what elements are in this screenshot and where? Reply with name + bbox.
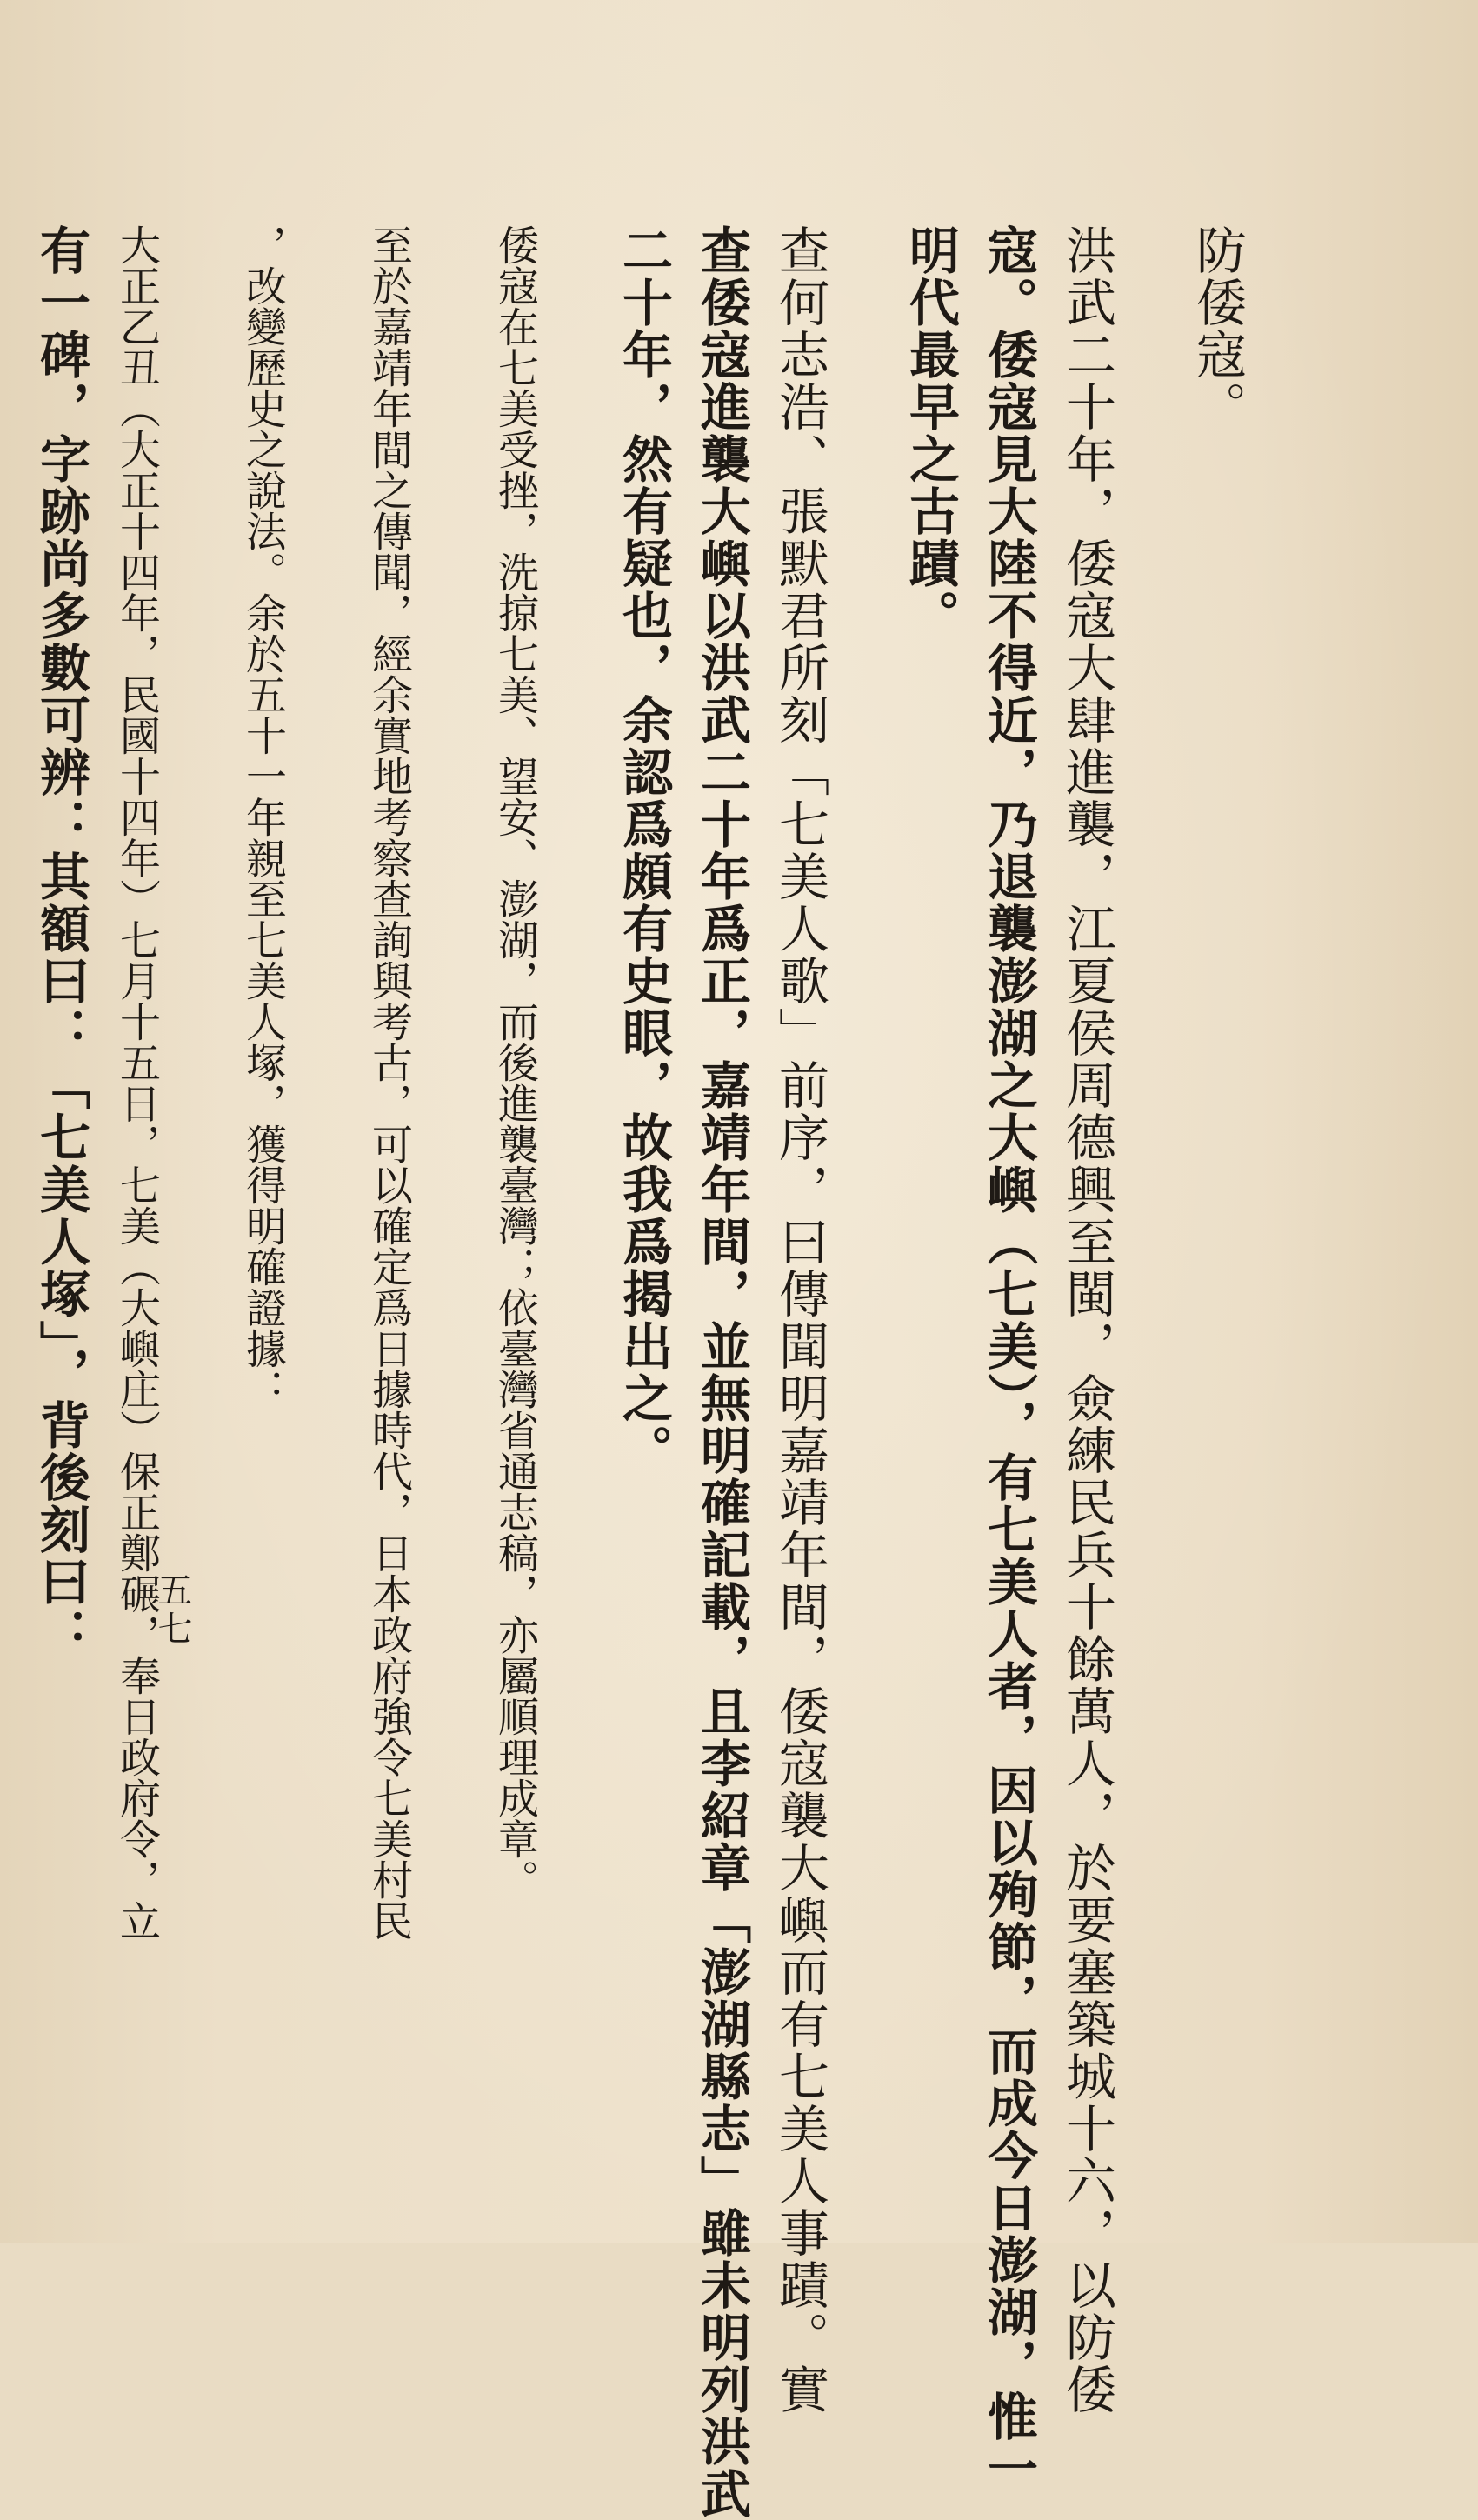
text-column-7: 二十年，然有疑也，余認爲頗有史眼，故我爲揭出之。 bbox=[614, 224, 673, 1477]
text-column-1: 防倭寇。 bbox=[1188, 224, 1247, 433]
text-column-12: 有一碑，字跡尚多數可辨：其額曰：「七美人塚」，背後刻曰： bbox=[31, 224, 90, 1660]
text-column-9: 至於嘉靖年間之傳聞，經余實地考察查詢與考古，可以確定爲日據時代，日本政府強令七美村民 bbox=[365, 224, 413, 1941]
text-column-8: 倭寇在七美受挫，洗掠七美、望安、澎湖，而後進襲臺灣；依臺灣省通志稿，亦屬順理成章。 bbox=[491, 224, 539, 1900]
text-column-11: 大正乙丑（大正十四年，民國十四年）七月十五日，七美（大嶼庄）保正鄭碾，奉日政府令，立 bbox=[113, 224, 161, 1941]
text-column-6: 查倭寇進襲大嶼以洪武二十年爲正，嘉靖年間，並無明確記載，且李紹章「澎湖縣志」雖未明列洪武 bbox=[692, 224, 751, 2520]
vertical-text-block bbox=[0, 224, 1256, 2520]
page-number: 五七 bbox=[152, 1572, 192, 1649]
text-column-5: 查何志浩、張默君所刻「七美人歌」前序，曰傳聞明嘉靖年間，倭寇襲大嶼而有七美人事蹟。實 bbox=[770, 224, 829, 2416]
text-column-2: 洪武二十年，倭寇大肆進襲，江夏侯周德興至閩，僉練民兵十餘萬人，於要塞築城十六，以防倭 bbox=[1057, 224, 1116, 2416]
text-column-4: 明代最早之古蹟。 bbox=[901, 224, 960, 642]
text-column-13 bbox=[0, 224, 22, 2094]
text-column-3: 寇。倭寇見大陸不得近，乃退襲澎湖之大嶼（七美），有七美人者，因以殉節，而成今日澎湖，惟一 bbox=[979, 224, 1038, 2495]
text-column-10: ，改變歷史之說法。余於五十一年親至七美人塚，獲得明確證據： bbox=[239, 224, 287, 1410]
